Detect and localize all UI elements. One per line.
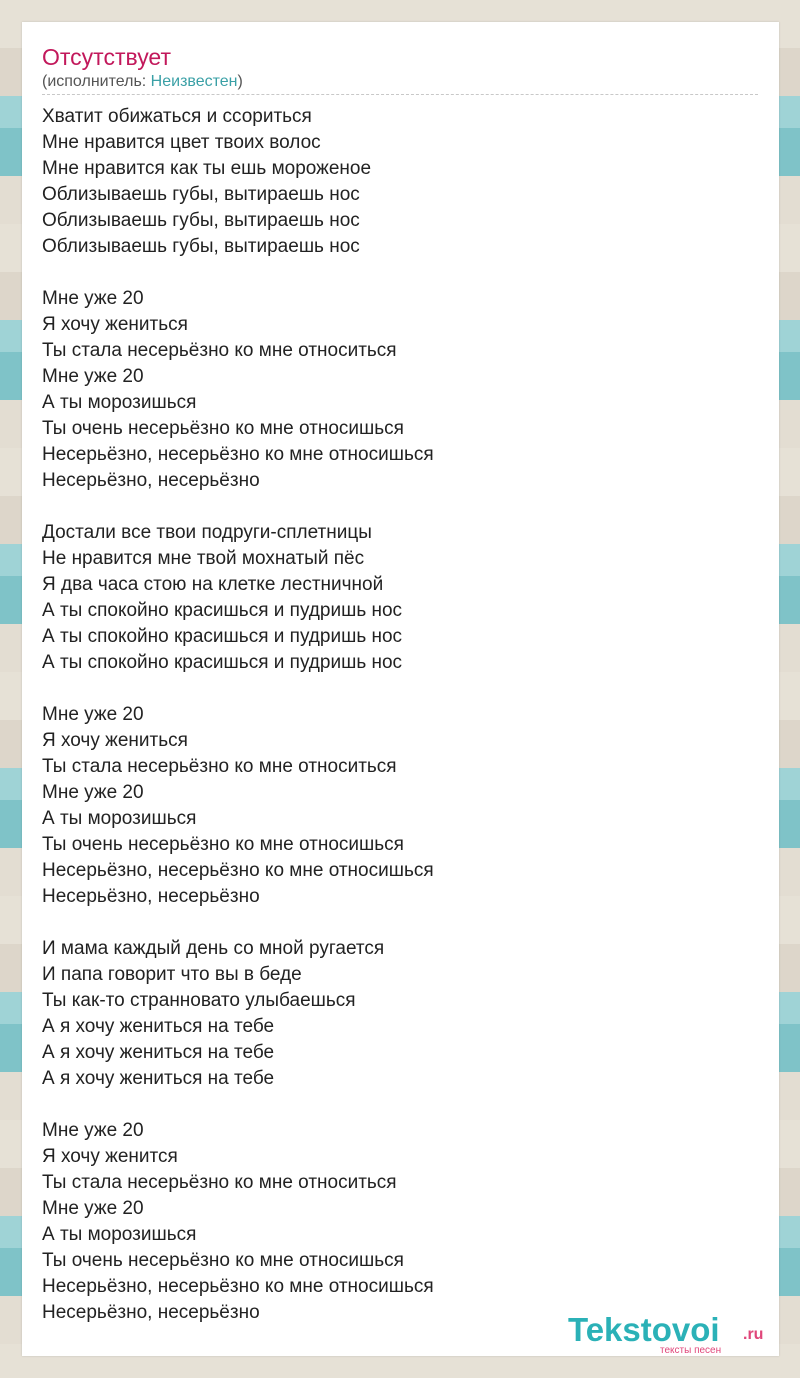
lyric-line: Мне уже 20 [42, 1198, 144, 1219]
lyric-line: Я хочу жениться [42, 314, 188, 335]
lyric-line: Несерьёзно, несерьёзно ко мне относишься [42, 444, 434, 465]
artist-prefix: (исполнитель: [42, 73, 151, 90]
logo-tagline: тексты песен [660, 1345, 722, 1356]
stanza [42, 520, 758, 676]
stanza [42, 1118, 758, 1326]
lyric-line: Я два часа стою на клетке лестничной [42, 574, 384, 595]
lyric-line: Несерьёзно, несерьёзно [42, 886, 260, 907]
lyric-line: Мне уже 20 [42, 366, 144, 387]
lyric-line: Ты стала несерьёзно ко мне относиться [42, 340, 397, 361]
lyric-line: Хватит обижаться и ссориться [42, 106, 312, 127]
artist-line [42, 72, 243, 92]
lyric-line: А ты морозишься [42, 1224, 197, 1245]
lyric-line: Ты очень несерьёзно ко мне относишься [42, 418, 404, 439]
lyric-line: Не нравится мне твой мохнатый пёс [42, 548, 365, 569]
lyric-line: Мне уже 20 [42, 782, 144, 803]
artist-suffix: ) [237, 73, 243, 90]
lyric-line: А ты спокойно красишься и пудришь нос [42, 626, 403, 647]
lyric-line: А ты морозишься [42, 808, 197, 829]
stanza [42, 104, 758, 260]
lyric-line: Облизываешь губы, вытираешь нос [42, 210, 360, 231]
site-logo[interactable] [568, 1311, 778, 1356]
lyric-line: А ты спокойно красишься и пудришь нос [42, 600, 403, 621]
lyric-line: Мне нравится как ты ешь мороженое [42, 158, 372, 179]
lyric-line: А ты спокойно красишься и пудришь нос [42, 652, 403, 673]
logo-wordmark: Tekstovoi [568, 1311, 720, 1348]
lyric-line: Я хочу жениться [42, 730, 188, 751]
song-title: Отсутствует [42, 44, 171, 70]
lyric-line: Мне нравится цвет твоих волос [42, 132, 321, 153]
stanza [42, 702, 758, 910]
lyric-line: Ты стала несерьёзно ко мне относиться [42, 1172, 397, 1193]
lyric-line: И мама каждый день со мной ругается [42, 938, 385, 959]
lyric-line: И папа говорит что вы в беде [42, 964, 302, 985]
stanza [42, 936, 758, 1092]
lyric-line: А ты морозишься [42, 392, 197, 413]
lyric-line: Мне уже 20 [42, 704, 144, 725]
stanza [42, 286, 758, 494]
lyric-line: Несерьёзно, несерьёзно [42, 470, 260, 491]
artist-link[interactable]: Неизвестен [150, 73, 238, 90]
lyric-line: Несерьёзно, несерьёзно ко мне относишься [42, 1276, 434, 1297]
lyric-line: Я хочу женится [42, 1146, 178, 1167]
lyric-line: Достали все твои подруги-сплетницы [42, 522, 372, 543]
lyrics-body [42, 104, 758, 1352]
lyric-line: Облизываешь губы, вытираешь нос [42, 184, 360, 205]
lyric-line: Ты очень несерьёзно ко мне относишься [42, 1250, 404, 1271]
lyric-line: Ты стала несерьёзно ко мне относиться [42, 756, 397, 777]
lyric-line: Несерьёзно, несерьёзно ко мне относишься [42, 860, 434, 881]
lyric-line: Ты очень несерьёзно ко мне относишься [42, 834, 404, 855]
lyric-line: Несерьёзно, несерьёзно [42, 1302, 260, 1323]
title-divider [42, 94, 758, 95]
lyric-line: А я хочу жениться на тебе [42, 1016, 275, 1037]
lyric-line: Ты как-то странновато улыбаешься [42, 990, 356, 1011]
lyric-line: Мне уже 20 [42, 288, 144, 309]
lyrics-card [22, 22, 779, 1356]
lyric-line: А я хочу жениться на тебе [42, 1068, 275, 1089]
logo-domain: .ru [743, 1326, 764, 1343]
lyric-line: Мне уже 20 [42, 1120, 144, 1141]
lyric-line: А я хочу жениться на тебе [42, 1042, 275, 1063]
lyric-line: Облизываешь губы, вытираешь нос [42, 236, 360, 257]
